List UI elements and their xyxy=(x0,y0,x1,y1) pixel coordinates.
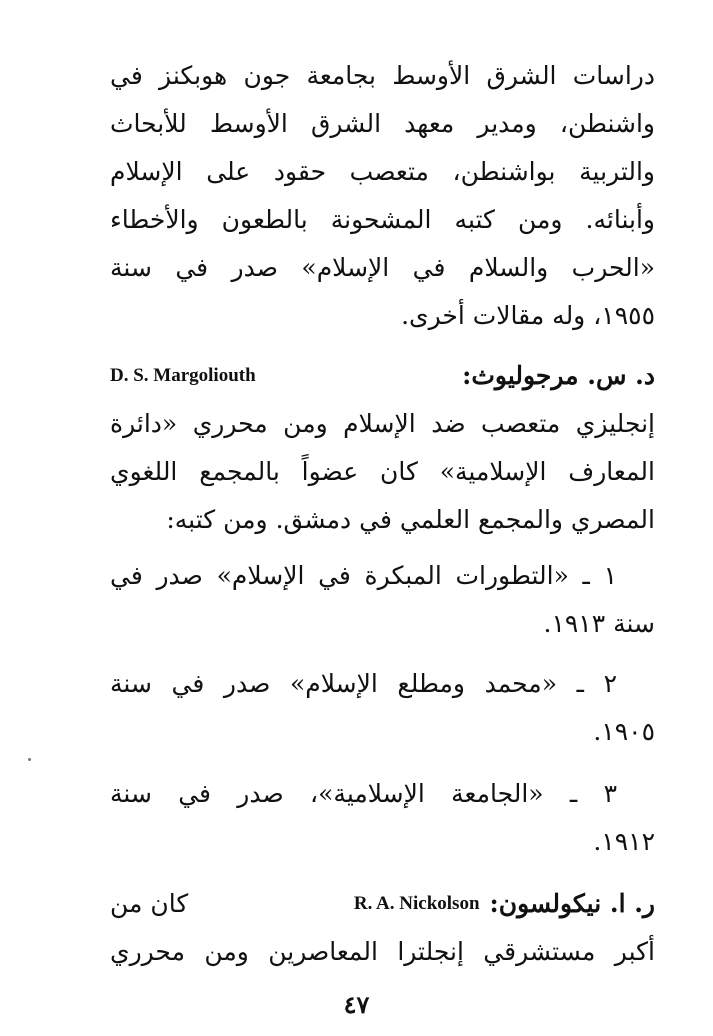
text-line: دراسات الشرق الأوسط بجامعة جون هوبكنز في xyxy=(110,61,655,90)
text-line: سنة ١٩١٣. xyxy=(543,609,655,638)
entry-heading-arabic: ر. ا. نيكولسون: xyxy=(489,889,655,918)
text-line: ١٩٠٥. xyxy=(593,717,655,746)
text-line: ٣ ـ «الجامعة الإسلامية»، صدر في سنة xyxy=(110,779,617,808)
text-line: واشنطن، ومدير معهد الشرق الأوسط للأبحاث xyxy=(110,109,655,138)
entry-heading-tail: كان من xyxy=(110,889,189,918)
book-item xyxy=(110,770,655,866)
text-line: ١٩١٢. xyxy=(593,827,655,856)
text-line: المعارف الإسلامية» كان عضواً بالمجمع اللغوي xyxy=(110,457,655,486)
book-item xyxy=(110,552,655,648)
book-item xyxy=(110,660,655,756)
scan-speck xyxy=(28,758,31,761)
entry-heading-latin: R. A. Nickolson xyxy=(353,893,480,914)
text-line: «الحرب والسلام في الإسلام» صدر في سنة xyxy=(110,253,655,282)
text-line: والتربية بواشنطن، متعصب حقود على الإسلام xyxy=(110,157,655,186)
text-line: ١ ـ «التطورات المبكرة في الإسلام» صدر في xyxy=(110,561,617,590)
entry-heading-group xyxy=(354,880,655,928)
paragraph-intro xyxy=(110,52,655,340)
entry-margoliouth xyxy=(110,352,655,544)
text-line: وأبنائه. ومن كتبه المشحونة بالطعون والأخطاء xyxy=(110,205,655,234)
entry-heading-arabic: د. س. مرجوليوث: xyxy=(462,361,655,390)
text-line: المصري والمجمع العلمي في دمشق. ومن كتبه: xyxy=(166,505,655,534)
text-line: أكبر مستشرقي إنجلترا المعاصرين ومن محرري xyxy=(110,937,655,966)
entry-heading xyxy=(110,352,655,400)
entry-heading-latin: D. S. Margoliouth xyxy=(110,365,256,386)
entry-heading xyxy=(110,880,655,928)
text-line: ٢ ـ «محمد ومطلع الإسلام» صدر في سنة xyxy=(110,669,617,698)
entry-nickolson xyxy=(110,880,655,976)
text-line: ١٩٥٥، وله مقالات أخرى. xyxy=(401,301,655,330)
text-line: إنجليزي متعصب ضد الإسلام ومن محرري «دائرة xyxy=(110,409,655,438)
page-number: ٤٧ xyxy=(343,990,370,1019)
